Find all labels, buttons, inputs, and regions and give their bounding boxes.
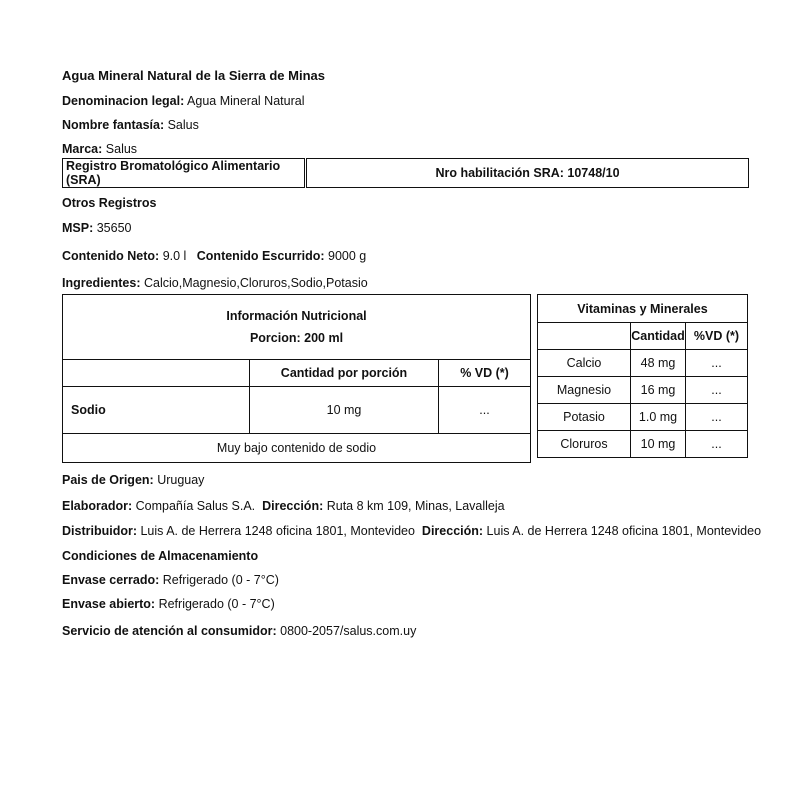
marca-label: Marca: — [62, 142, 103, 156]
fantasia-label: Nombre fantasía: — [62, 118, 165, 132]
sra-label: Registro Bromatológico Alimentario (SRA) — [63, 159, 306, 188]
mineral-vd: ... — [686, 350, 748, 377]
distribuidor-label: Distribuidor: — [62, 524, 137, 538]
nutrient-vd: ... — [439, 387, 531, 434]
vitamins-table — [537, 294, 748, 458]
mineral-name: Cloruros — [538, 431, 631, 458]
servicio-label: Servicio de atención al consumidor: — [62, 624, 277, 638]
msp-value: 35650 — [96, 221, 132, 235]
product-title: Agua Mineral Natural de la Sierra de Minas — [62, 68, 325, 83]
nutrition-title: Información Nutricional — [226, 309, 367, 323]
distribuidor-value: Luis A. de Herrera 1248 oficina 1801, Montevideo — [140, 524, 415, 538]
condiciones-heading: Condiciones de Almacenamiento — [62, 549, 259, 563]
denominacion-label: Denominacion legal: — [62, 94, 185, 108]
mineral-vd: ... — [686, 377, 748, 404]
denominacion-value: Agua Mineral Natural — [187, 94, 305, 108]
envase-abierto-line — [62, 597, 275, 611]
vitamins-header-row — [538, 295, 748, 323]
nutrition-col-vd: % VD (*) — [439, 360, 531, 387]
fantasia-line — [62, 118, 199, 132]
contenido-neto-value: 9.0 l — [162, 249, 187, 263]
ingredientes-value: Calcio,Magnesio,Cloruros,Sodio,Potasio — [143, 276, 368, 290]
table-row — [63, 387, 531, 434]
vitamins-col-vd: %VD (*) — [686, 323, 748, 350]
mineral-name: Potasio — [538, 404, 631, 431]
envase-cerrado-line — [62, 573, 279, 587]
servicio-value: 0800-2057/salus.com.uy — [280, 624, 417, 638]
nutrient-cantidad: 10 mg — [250, 387, 439, 434]
nutrition-col-name — [63, 360, 250, 387]
nutrient-name: Sodio — [63, 387, 250, 434]
distribuidor-dir-value: Luis A. de Herrera 1248 oficina 1801, Montevideo — [486, 524, 762, 538]
msp-label: MSP: — [62, 221, 94, 235]
elaborador-dir-value: Ruta 8 km 109, Minas, Lavalleja — [326, 499, 505, 513]
vitamins-col-cantidad: Cantidad — [631, 323, 686, 350]
table-row — [538, 431, 748, 458]
distribuidor-line — [62, 524, 761, 538]
pais-value: Uruguay — [157, 473, 205, 487]
sra-row — [63, 159, 749, 188]
nutrition-header — [63, 295, 531, 360]
table-row — [538, 404, 748, 431]
envase-abierto-label: Envase abierto: — [62, 597, 156, 611]
vitamins-title: Vitaminas y Minerales — [538, 295, 748, 323]
nutrition-columns-row — [63, 360, 531, 387]
nutrition-table — [62, 294, 531, 463]
servicio-line — [62, 624, 416, 638]
mineral-cantidad: 16 mg — [631, 377, 686, 404]
nutrition-footer-row — [63, 434, 531, 463]
contenido-escurrido-value: 9000 g — [328, 249, 367, 263]
otros-registros-heading: Otros Registros — [62, 196, 157, 210]
pais-label: Pais de Origen: — [62, 473, 154, 487]
contenido-escurrido-label: Contenido Escurrido: — [196, 249, 325, 263]
marca-value: Salus — [105, 142, 138, 156]
nutrition-col-cantidad: Cantidad por porción — [250, 360, 439, 387]
table-row — [538, 377, 748, 404]
elaborador-line — [62, 499, 505, 513]
ingredientes-line — [62, 276, 368, 290]
nutrition-porcion: Porcion: 200 ml — [249, 331, 344, 345]
nutrition-header-row — [63, 295, 531, 360]
contenido-line — [62, 249, 366, 263]
denominacion-line — [62, 94, 304, 108]
mineral-name: Magnesio — [538, 377, 631, 404]
vitamins-col-name — [538, 323, 631, 350]
marca-line — [62, 142, 137, 156]
fantasia-value: Salus — [167, 118, 199, 132]
elaborador-value: Compañía Salus S.A. — [135, 499, 256, 513]
mineral-vd: ... — [686, 431, 748, 458]
pais-line — [62, 473, 204, 487]
envase-cerrado-value: Refrigerado (0 - 7°C) — [162, 573, 279, 587]
sra-table — [62, 158, 749, 188]
mineral-name: Calcio — [538, 350, 631, 377]
envase-abierto-value: Refrigerado (0 - 7°C) — [158, 597, 275, 611]
ingredientes-label: Ingredientes: — [62, 276, 141, 290]
elaborador-label: Elaborador: — [62, 499, 133, 513]
msp-line — [62, 221, 132, 235]
envase-cerrado-label: Envase cerrado: — [62, 573, 160, 587]
mineral-cantidad: 48 mg — [631, 350, 686, 377]
mineral-cantidad: 1.0 mg — [631, 404, 686, 431]
elaborador-dir-label: Dirección: — [262, 499, 324, 513]
distribuidor-dir-label: Dirección: — [421, 524, 484, 538]
mineral-cantidad: 10 mg — [631, 431, 686, 458]
sra-value: Nro habilitación SRA: 10748/10 — [306, 159, 749, 188]
mineral-vd: ... — [686, 404, 748, 431]
contenido-neto-label: Contenido Neto: — [62, 249, 160, 263]
table-row — [538, 350, 748, 377]
vitamins-columns-row — [538, 323, 748, 350]
nutrition-footer: Muy bajo contenido de sodio — [63, 434, 531, 463]
